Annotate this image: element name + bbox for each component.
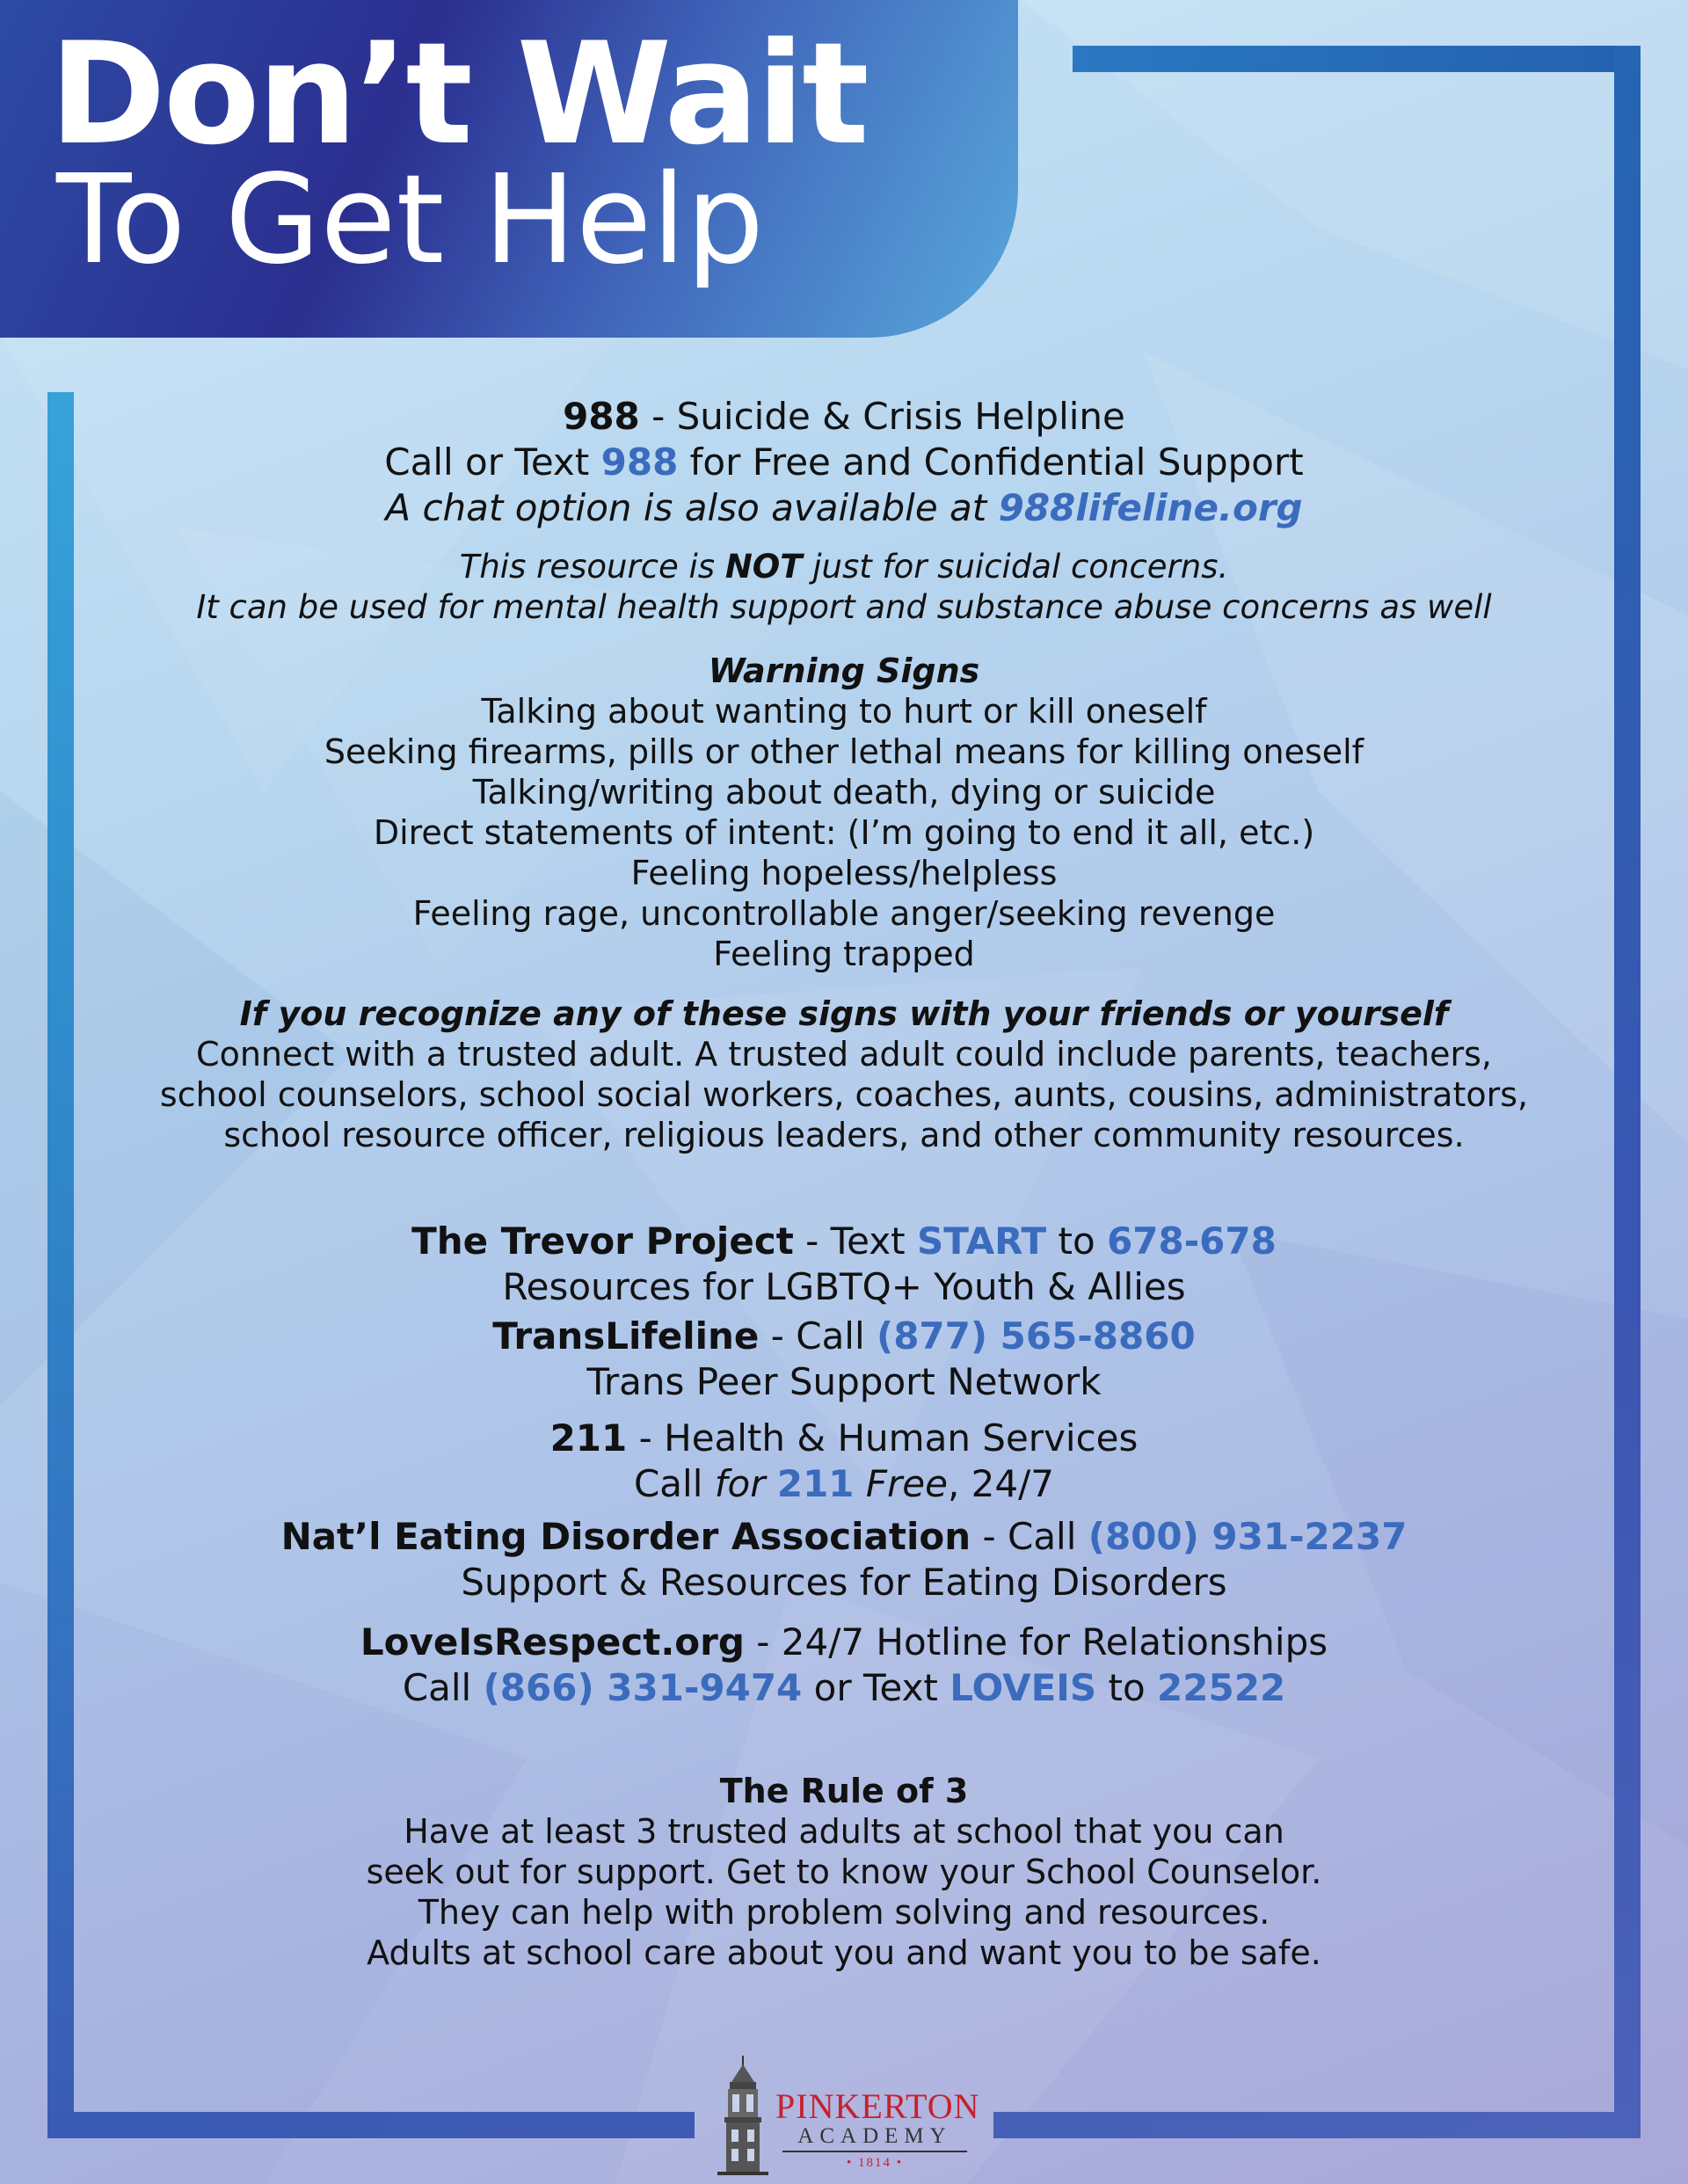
title-line-1: Don’t Wait — [49, 11, 867, 176]
warning-sign-item: Feeling trapped — [713, 935, 975, 973]
frame-right-bar — [1614, 46, 1641, 2138]
helpline-988-chat: A chat option is also available at 988lifeline.org — [385, 486, 1303, 529]
neda-number[interactable]: (800) 931-2237 — [1088, 1515, 1408, 1558]
logo-name: PINKERTON — [775, 2086, 980, 2126]
translifeline-number[interactable]: (877) 565-8860 — [877, 1314, 1196, 1358]
warning-sign-item: Feeling hopeless/helpless — [630, 854, 1058, 892]
trevor-number[interactable]: 678-678 — [1107, 1219, 1277, 1263]
rule-of-3-line: Have at least 3 trusted adults at school that you can — [404, 1812, 1284, 1851]
frame-bottom-right-bar — [993, 2112, 1641, 2138]
helpline-988-number[interactable]: 988 — [600, 440, 679, 484]
warning-signs-heading: Warning Signs — [708, 652, 980, 690]
warning-sign-item: Feeling rage, uncontrollable anger/seeking revenge — [412, 894, 1276, 933]
frame-bottom-left-bar — [47, 2112, 695, 2138]
loveis-text-number[interactable]: 22522 — [1157, 1666, 1286, 1709]
pinkerton-academy-logo — [712, 2054, 980, 2177]
loveis-number[interactable]: (866) 331-9474 — [483, 1666, 803, 1709]
logo-divider — [782, 2151, 967, 2152]
frame-top-bar — [1073, 46, 1641, 72]
warning-sign-item: Talking about wanting to hurt or kill oneself — [481, 692, 1207, 731]
recognize-line: school counselors, school social workers, coaches, aunts, cousins, administrators, — [159, 1075, 1529, 1114]
translifeline-desc: Trans Peer Support Network — [586, 1360, 1102, 1403]
recognize-line: Connect with a trusted adult. A trusted adult could include parents, teachers, — [196, 1035, 1492, 1074]
frame-left-bar — [47, 392, 74, 2137]
rule-of-3-line: seek out for support. Get to know your School Counselor. — [366, 1853, 1322, 1891]
rule-of-3-line: Adults at school care about you and want you to be safe. — [367, 1933, 1321, 1972]
bell-tower-icon — [712, 2054, 774, 2177]
recognize-line: school resource officer, religious leaders, and other community resources. — [223, 1116, 1465, 1154]
logo-subtitle: ACADEMY — [797, 2124, 952, 2148]
recognize-heading: If you recognize any of these signs with your friends or yourself — [239, 994, 1449, 1033]
warning-sign-item: Direct statements of intent: (I’m going to end it all, etc.) — [373, 813, 1315, 852]
trevor-project-desc: Resources for LGBTQ+ Youth & Allies — [502, 1265, 1186, 1308]
resource-211-line: 211 - Health & Human Services — [549, 1416, 1139, 1460]
chat-site-link[interactable]: 988lifeline.org — [998, 486, 1303, 529]
helpline-988-title: 988 - Suicide & Crisis Helpline — [563, 395, 1125, 438]
resource-211-call: Call for 211 Free, 24/7 — [633, 1462, 1055, 1505]
note-line-2: It can be used for mental health support and substance abuse concerns as well — [196, 588, 1492, 626]
warning-sign-item: Seeking firearms, pills or other lethal means for killing oneself — [324, 732, 1364, 771]
rule-of-3-heading: The Rule of 3 — [719, 1772, 969, 1810]
title-line-2: To Get Help — [56, 149, 765, 292]
main-content — [88, 394, 1600, 1973]
resource-211-number[interactable]: 211 — [776, 1462, 855, 1505]
note-line-1: This resource is NOT just for suicidal concerns. — [459, 548, 1229, 586]
neda-line: Nat’l Eating Disorder Association - Call (800) 931-2237 — [280, 1515, 1408, 1558]
warning-sign-item: Talking/writing about death, dying or suicide — [472, 773, 1216, 812]
logo-year: • 1814 • — [846, 2156, 903, 2170]
translifeline-line: TransLifeline - Call (877) 565-8860 — [492, 1314, 1196, 1358]
loveis-call: Call (866) 331-9474 or Text LOVEIS to 22522 — [402, 1666, 1286, 1709]
trevor-project-line: The Trevor Project - Text START to 678-678 — [411, 1219, 1277, 1263]
rule-of-3-line: They can help with problem solving and resources. — [418, 1893, 1270, 1932]
loveis-line: LoveIsRespect.org - 24/7 Hotline for Relationships — [360, 1620, 1328, 1663]
neda-desc: Support & Resources for Eating Disorders — [461, 1561, 1227, 1604]
helpline-988-call: Call or Text 988 for Free and Confidential Support — [384, 440, 1304, 484]
